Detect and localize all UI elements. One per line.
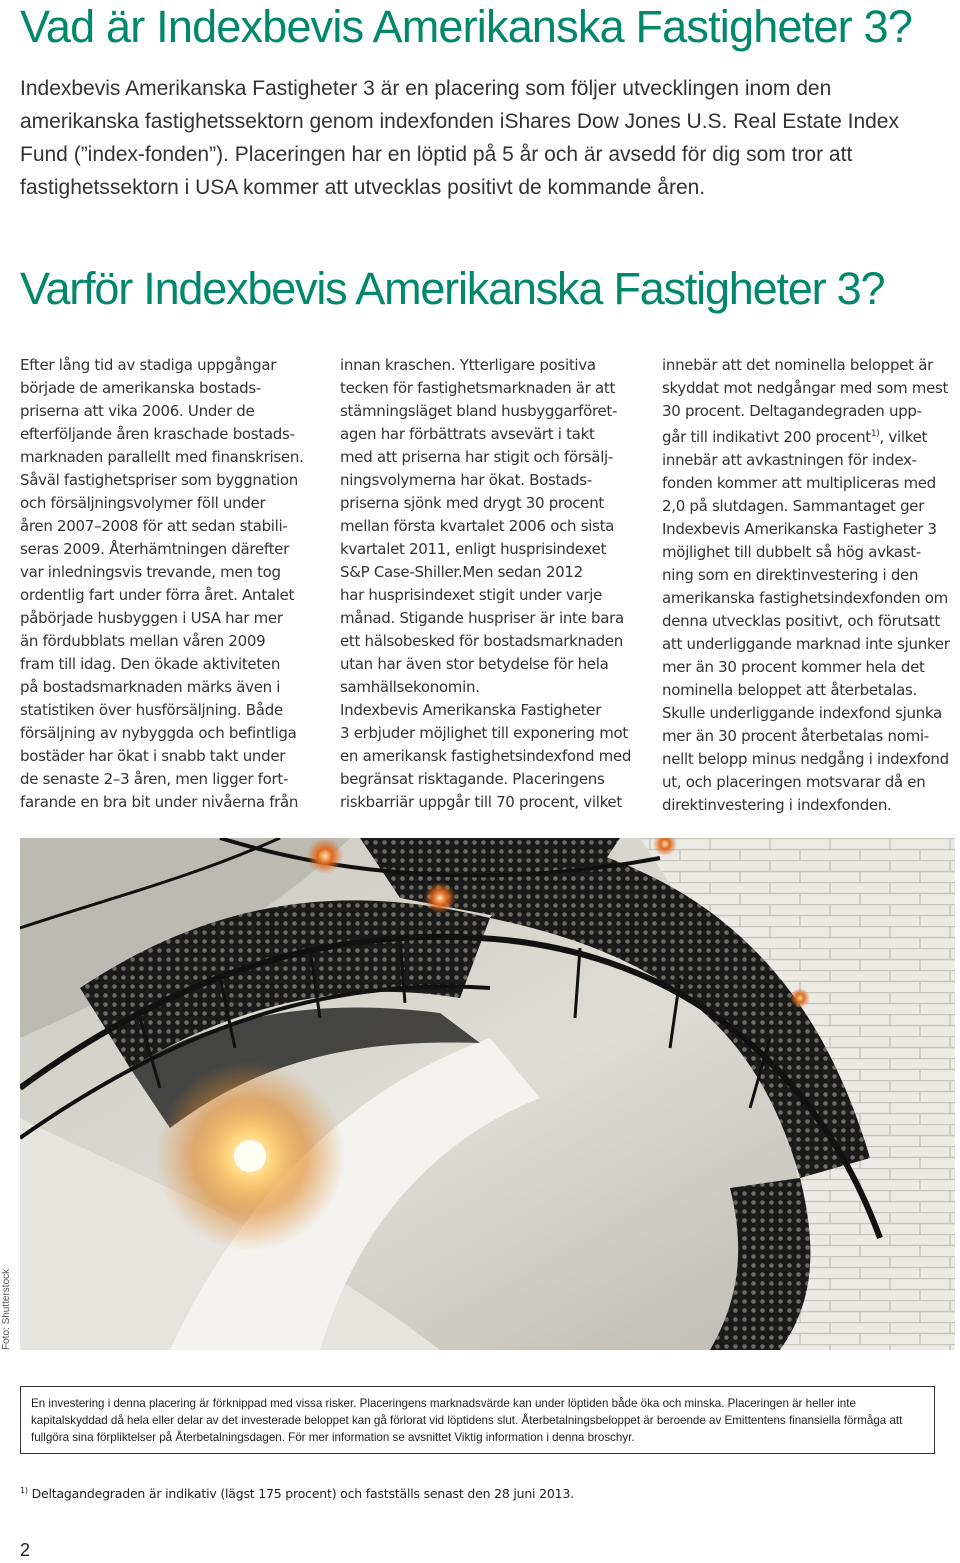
lead-paragraph: Indexbevis Amerikanska Fastigheter 3 är en placering som följer utvecklingen inom den amerikanska fastighetssektorn genom indexfonden iShares Dow Jones U.S. Real Estate Index Fund (”index-fonden”). Placeringen har en löptid på 5 år och är avsedd för dig som tror att fastighetssektorn i USA kommer att utvecklas positivt de kommande åren. [20, 77, 899, 199]
page-number: 2 [20, 1540, 31, 1560]
body-column-1: Efter lång tid av stadiga uppgångar började de amerikanska bostads- priserna att vika 2006. Under de efterföljande åren kraschade bostads- marknaden parallellt med finanskrisen. Såväl fastighetspriser som byggnation och försäljningsvolymer föll under åren 2007–2008 för att sedan stabili- seras 2009. Återhämtningen därefter var inledningsvis trevande, men tog ordentlig fart under förra året. Antalet påbörjade husbyggen i USA har mer än fördubblats mellan våren 2009 fram till idag. Den ökade aktiviteten på bostadsmarknaden märks även i statistiken över husförsäljning. Både försäljning av nybyggda och befintliga bostäder har ökat i snabb takt under de senaste 2–3 åren, men ligger fort- farande en bra bit under nivåerna från [20, 356, 304, 811]
footnote-text: Deltagandegraden är indikativ (lägst 175 procent) och fastställs senast den 28 juni 2013. [27, 1486, 574, 1502]
spiral-staircase-photo [20, 838, 955, 1350]
risk-disclaimer-box: En investering i denna placering är förknippad med vissa risker. Placeringens marknadsvärde kan under löptiden både öka och minska. Placeringen är heller inte kapitalskyddad då hela eller delar av det investerade beloppet kan gå förlorat vid löptidens slut. Återbetalningsbeloppet är beroende av Emittentens finansiella förmåga att fullgöra sina förpliktelser på Återbetalningsdagen. För mer information se avsnittet Viktig information i denna broschyr. [20, 1386, 935, 1454]
footnote-marker: 1) [20, 1486, 28, 1495]
photo-credit: Foto: Shutterstock [1, 1268, 12, 1350]
section-heading: Varför Indexbevis Amerikanska Fastigheter 3? [20, 263, 885, 314]
body-columns [20, 354, 960, 817]
body-column-2: innan kraschen. Ytterligare positiva tecken för fastighetsmarknaden är att stämningsläget bland husbyggarföret- agen har förbättrats avsevärt i takt med att priserna har stigit och försälj- ningsvolymerna har ökat. Bostads- priserna sjönk med drygt 30 procent mellan första kvartalet 2006 och sista kvartalet 2011, enligt husprisindexet S&P Case-Shiller.Men sedan 2012 har husprisindexet stigit under varje månad. Stigande huspriser är inte bara ett hälsobesked för bostadsmarknaden utan har även stor betydelse för hela samhällsekonomin. Indexbevis Amerikanska Fastigheter 3 erbjuder möjlighet till exponering mot en amerikansk fastighetsindexfond med begränsat risktagande. Placeringens riskbarriär uppgår till 70 procent, vilket [340, 356, 632, 811]
page-heading: Vad är Indexbevis Amerikanska Fastigheter 3? [20, 1, 912, 52]
body-column-3 [662, 354, 960, 817]
footnote-reference: 1) [870, 429, 880, 439]
body-column-3-part-2: , vilket innebär att avkastningen för index- fonden kommer att multipliceras med 2,0 på slutdagen. Sammantaget ger Indexbevis Amerikanska Fastigheter 3 möjlighet till dubbelt så hög avkast- ning som en direktinvestering i den amerikanska fastighetsindexfonden om denna utvecklas positivt, och förutsatt att underliggande marknad inte sjunker mer än 30 procent kommer hela det nominella beloppet att återbetalas. Skulle underliggande indexfond sjunka mer än 30 procent återbetalas nomi- nellt belopp minus nedgång i indexfond ut, och placeringen motsvarar då en direktinvestering i indexfonden. [662, 428, 950, 814]
footnote [20, 1486, 574, 1501]
body-column-3-part-1: innebär att det nominella beloppet är skyddat mot nedgångar med som mest 30 procent. Deltagandegraden upp- går till indikativt 200 procent [662, 356, 949, 446]
